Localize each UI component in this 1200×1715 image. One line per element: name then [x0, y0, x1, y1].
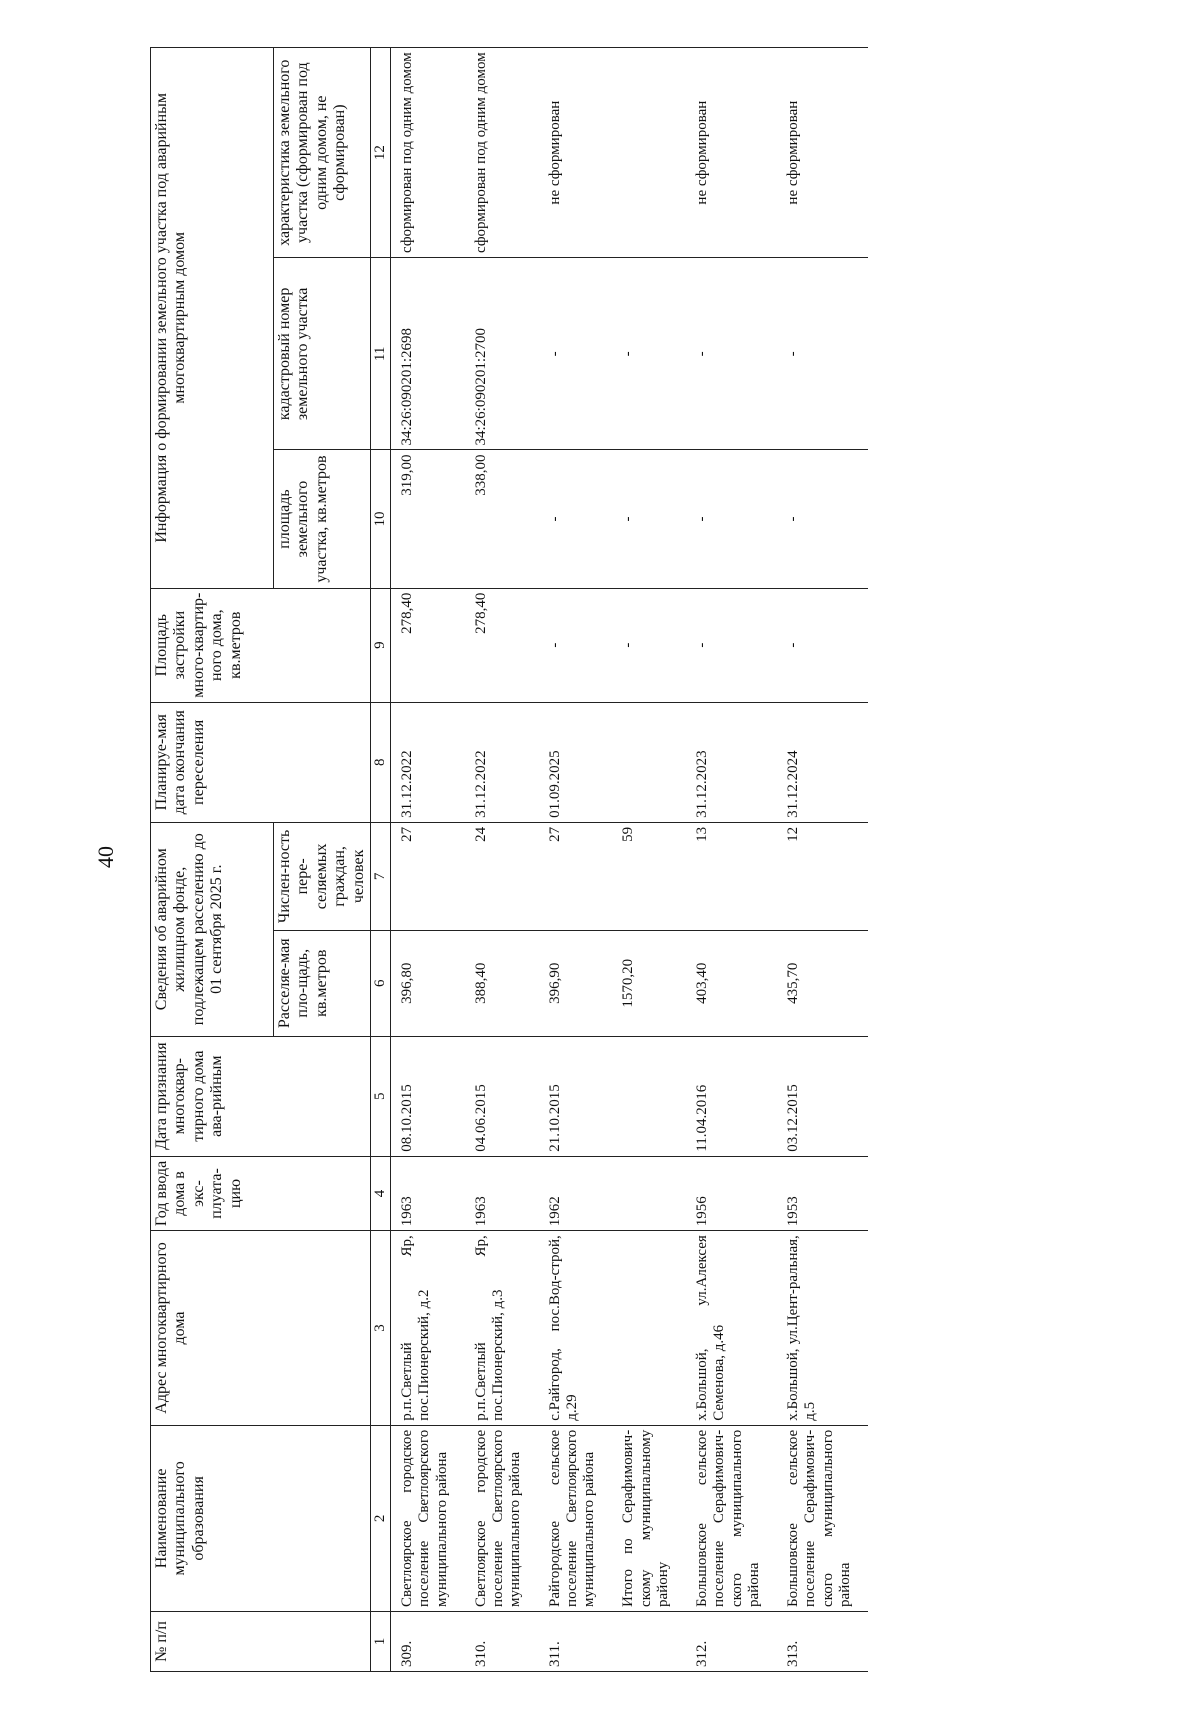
- header-num: № п/п: [151, 1611, 371, 1671]
- land-area-cell: -: [686, 450, 777, 588]
- land-status-cell: сформирован под одним домом: [391, 48, 465, 258]
- table-row: [686, 48, 777, 1672]
- table-row: [539, 48, 613, 1672]
- row-number: 310.: [465, 1611, 539, 1671]
- building-area-cell: 278,40: [465, 588, 539, 702]
- column-number: 7: [370, 822, 390, 930]
- year-cell: 1963: [391, 1156, 465, 1230]
- cadastral-cell: 34:26:090201:2698: [391, 258, 465, 450]
- land-area-cell: -: [539, 450, 613, 588]
- row-number: 313.: [777, 1611, 868, 1671]
- municipality-cell: Светлоярское городское поселение Светлоярского муниципального района: [465, 1425, 539, 1611]
- planned-date-cell: 01.09.2025: [539, 702, 613, 822]
- table-row: [391, 48, 465, 1672]
- header-building-area: Площадь застройки много-квартир-ного дома, кв.метров: [151, 588, 371, 702]
- people-cell: 59: [612, 822, 686, 930]
- building-area-cell: -: [777, 588, 868, 702]
- header-planned-date: Планируе-мая дата окончания переселения: [151, 702, 371, 822]
- year-cell: 1963: [465, 1156, 539, 1230]
- recognition-date-cell: 21.10.2015: [539, 1036, 613, 1156]
- table-row: [777, 48, 868, 1672]
- column-number: 4: [370, 1156, 390, 1230]
- area-cell: 403,40: [686, 930, 777, 1036]
- municipality-cell: Райгородское сельское поселение Светлоярского муниципального района: [539, 1425, 613, 1611]
- header-cadastral: кадастровый номер земельного участка: [274, 258, 371, 450]
- municipality-cell: Большовское сельское поселение Серафимович-ского муниципального района: [686, 1425, 777, 1611]
- land-status-cell: не сформирован: [777, 48, 868, 258]
- recognition-date-cell: 08.10.2015: [391, 1036, 465, 1156]
- column-number: 9: [370, 588, 390, 702]
- table-row-total: [612, 48, 686, 1672]
- column-number: 2: [370, 1425, 390, 1611]
- address-cell: [612, 1231, 686, 1426]
- header-municipality: Наименование муниципального образования: [151, 1425, 371, 1611]
- people-cell: 24: [465, 822, 539, 930]
- planned-date-cell: 31.12.2022: [465, 702, 539, 822]
- year-cell: 1962: [539, 1156, 613, 1230]
- area-cell: 1570,20: [612, 930, 686, 1036]
- municipality-cell: Светлоярское городское поселение Светлоярского муниципального района: [391, 1425, 465, 1611]
- cadastral-cell: -: [777, 258, 868, 450]
- building-area-cell: -: [686, 588, 777, 702]
- address-cell: с.Райгород, пос.Вод-строй, д.29: [539, 1231, 613, 1426]
- area-cell: 396,90: [539, 930, 613, 1036]
- column-numbers-row: [370, 48, 390, 1672]
- area-cell: 435,70: [777, 930, 868, 1036]
- people-cell: 27: [539, 822, 613, 930]
- land-area-cell: -: [612, 450, 686, 588]
- page-number: 40: [93, 846, 118, 868]
- land-area-cell: -: [777, 450, 868, 588]
- land-status-cell: не сформирован: [539, 48, 613, 258]
- planned-date-cell: [612, 702, 686, 822]
- land-status-cell: не сформирован: [686, 48, 777, 258]
- cadastral-cell: 34:26:090201:2700: [465, 258, 539, 450]
- recognition-date-cell: 04.06.2015: [465, 1036, 539, 1156]
- people-cell: 13: [686, 822, 777, 930]
- column-number: 11: [370, 258, 390, 450]
- column-number: 6: [370, 930, 390, 1036]
- address-cell: р.п.Светлый Яр, пос.Пионерский, д.3: [465, 1231, 539, 1426]
- municipality-cell: Большовское сельское поселение Серафимович-ского муниципального района: [777, 1425, 868, 1611]
- land-status-cell: сформирован под одним домом: [465, 48, 539, 258]
- row-number: 311.: [539, 1611, 613, 1671]
- year-cell: [612, 1156, 686, 1230]
- planned-date-cell: 31.12.2024: [777, 702, 868, 822]
- address-cell: р.п.Светлый Яр, пос.Пионерский, д.2: [391, 1231, 465, 1426]
- row-number: 312.: [686, 1611, 777, 1671]
- rotated-page-content: [150, 42, 1050, 1672]
- building-area-cell: -: [612, 588, 686, 702]
- land-area-cell: 338,00: [465, 450, 539, 588]
- area-cell: 396,80: [391, 930, 465, 1036]
- header-resettled-area: Расселяе-мая пло-щадь, кв.метров: [274, 930, 371, 1036]
- table-row: [465, 48, 539, 1672]
- column-number: 3: [370, 1231, 390, 1426]
- cadastral-cell: -: [612, 258, 686, 450]
- people-cell: 12: [777, 822, 868, 930]
- header-address: Адрес многоквартирного дома: [151, 1231, 371, 1426]
- municipality-cell: Итого по Серафимович-скому муниципальному району: [612, 1425, 686, 1611]
- planned-date-cell: 31.12.2022: [391, 702, 465, 822]
- year-cell: 1956: [686, 1156, 777, 1230]
- header-land-area: площадь земельного участка, кв.метров: [274, 450, 371, 588]
- column-number: 8: [370, 702, 390, 822]
- cadastral-cell: -: [539, 258, 613, 450]
- header-year: Год ввода дома в экс-плуата-цию: [151, 1156, 371, 1230]
- building-area-cell: 278,40: [391, 588, 465, 702]
- row-number: [612, 1611, 686, 1671]
- building-area-cell: -: [539, 588, 613, 702]
- recognition-date-cell: 11.04.2016: [686, 1036, 777, 1156]
- header-recognition-date: Дата признания многоквар-тирного дома ава-рийным: [151, 1036, 371, 1156]
- planned-date-cell: 31.12.2023: [686, 702, 777, 822]
- land-status-cell: [612, 48, 686, 258]
- header-resettled-people: Числен-ность пере-селяемых граждан, человек: [274, 822, 371, 930]
- land-area-cell: 319,00: [391, 450, 465, 588]
- column-number: 5: [370, 1036, 390, 1156]
- year-cell: 1953: [777, 1156, 868, 1230]
- cadastral-cell: -: [686, 258, 777, 450]
- column-number: 10: [370, 450, 390, 588]
- people-cell: 27: [391, 822, 465, 930]
- recognition-date-cell: [612, 1036, 686, 1156]
- column-number: 12: [370, 48, 390, 258]
- area-cell: 388,40: [465, 930, 539, 1036]
- row-number: 309.: [391, 1611, 465, 1671]
- header-emergency-group: Сведения об аварийном жилищном фонде, подлежащем расселению до 01 сентября 2025 г.: [151, 822, 274, 1036]
- header-land-group: Информация о формировании земельного участка под аварийным многоквартирным домом: [151, 48, 274, 589]
- column-number: 1: [370, 1611, 390, 1671]
- header-land-status: характеристика земельного участка (сформирован под одним домом, не сформирован): [274, 48, 371, 258]
- address-cell: х.Большой, ул.Цент-ральная, д.5: [777, 1231, 868, 1426]
- recognition-date-cell: 03.12.2015: [777, 1036, 868, 1156]
- emergency-housing-table: [150, 47, 868, 1672]
- address-cell: х.Большой, ул.Алексея Семенова, д.46: [686, 1231, 777, 1426]
